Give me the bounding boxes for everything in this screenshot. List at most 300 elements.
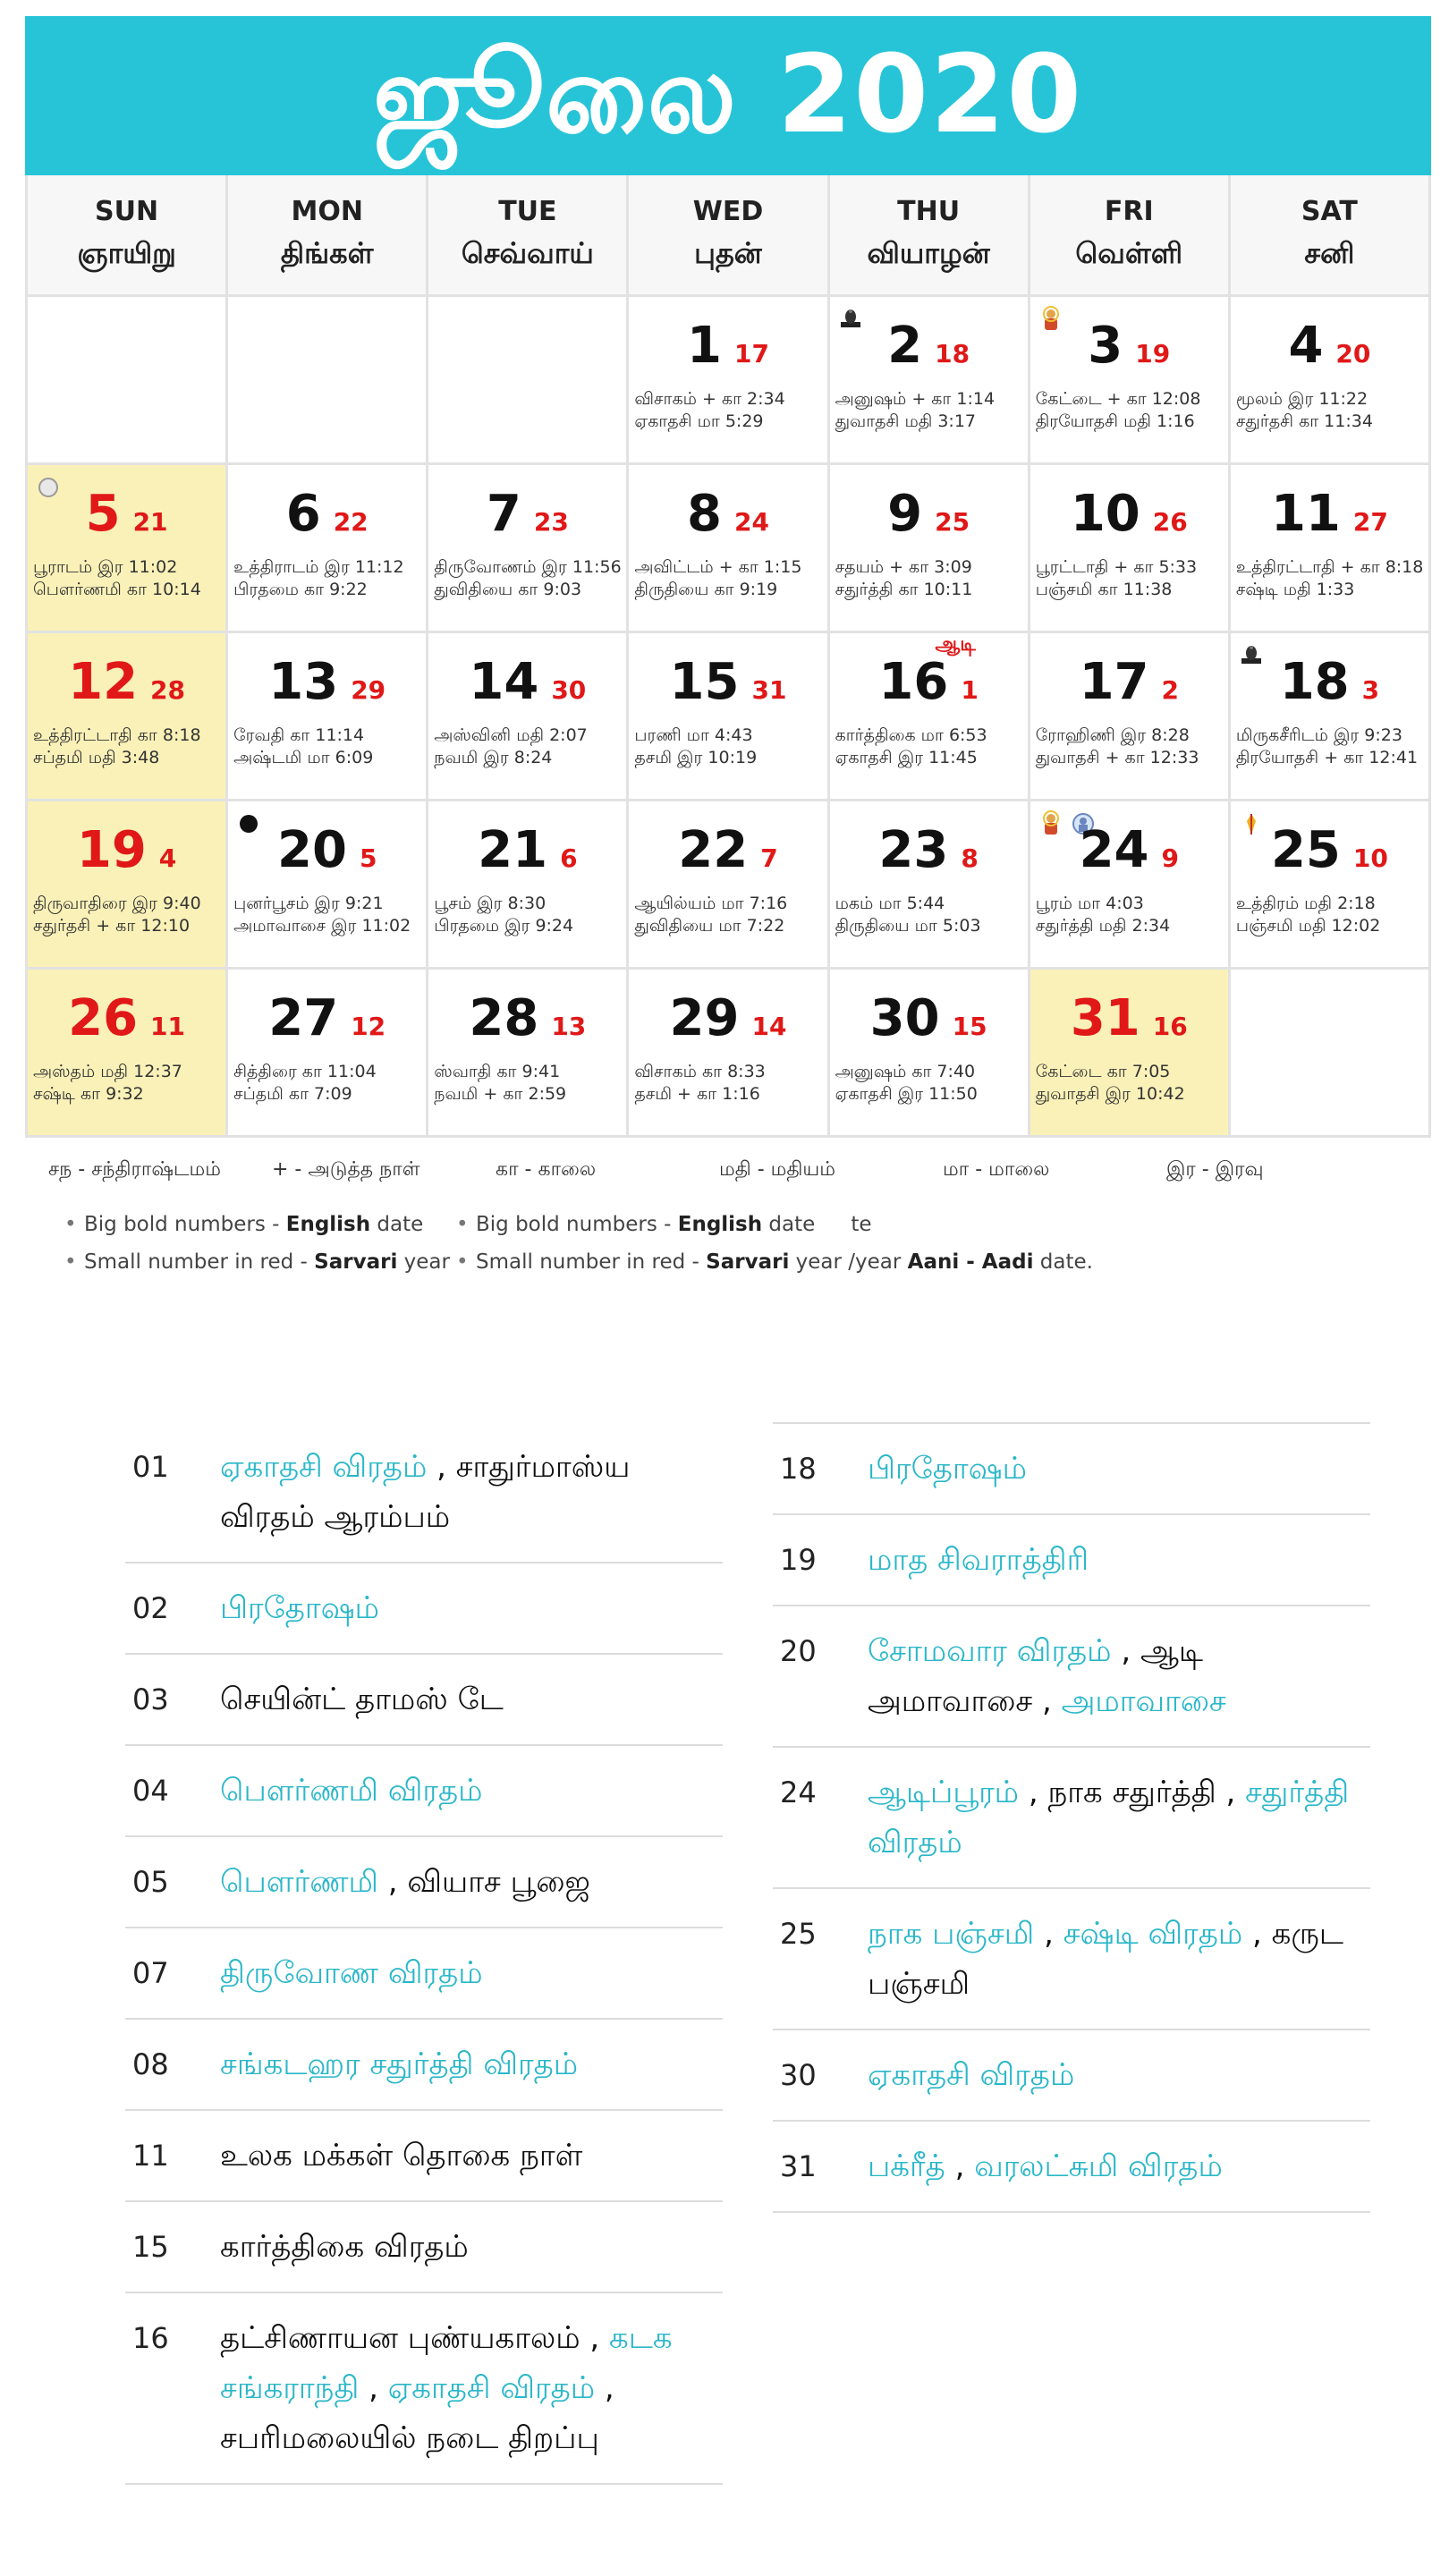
event-row (773, 2030, 1370, 2122)
weekday-header (28, 175, 228, 297)
note-text: year (397, 1250, 450, 1274)
event-text (220, 1857, 723, 1907)
tithi-line: துவாதசி + கா 12:33 (1035, 748, 1199, 767)
event-row (773, 1889, 1370, 2030)
note-text: Big bold numbers - (476, 1213, 678, 1236)
sarvari-date: 12 (351, 1012, 386, 1041)
note-text: date. (1033, 1250, 1093, 1274)
sarvari-date: 18 (935, 339, 970, 369)
nakshatra-line: பரணி மா 4:43 (634, 725, 753, 745)
note-item (456, 1206, 1093, 1243)
date-number (1231, 485, 1428, 543)
english-date: 20 (277, 821, 347, 879)
tithi-line: சதுர்தசி + கா 12:10 (33, 916, 191, 936)
event-row (125, 2020, 723, 2111)
sarvari-date: 5 (359, 843, 377, 873)
nakshatra-line: திருவாதிரை இர 9:40 (33, 894, 201, 913)
empty-cell (28, 297, 228, 465)
sarvari-date: 25 (935, 507, 970, 537)
event-link[interactable]: ஏகாதசி விரதம் (220, 1449, 428, 1485)
sarvari-date: 30 (551, 675, 587, 705)
note-bold: Sarvari (706, 1250, 790, 1274)
tithi-line: பஞ்சமி கா 11:38 (1035, 580, 1173, 599)
english-date: 9 (887, 485, 923, 543)
calendar-grid (25, 175, 1431, 1138)
event-date: 30 (780, 2058, 817, 2092)
panchang-info (434, 893, 623, 937)
event-text (220, 2131, 723, 2181)
event-row (773, 1748, 1370, 1889)
nakshatra-line: புனர்பூசம் இர 9:21 (233, 894, 384, 913)
event-date: 08 (132, 2047, 169, 2081)
english-date: 7 (486, 485, 521, 543)
day-cell[interactable] (629, 633, 829, 801)
sarvari-date: 2 (1161, 675, 1179, 705)
panchang-info (634, 1061, 823, 1106)
sarvari-date: 16 (1152, 1012, 1188, 1041)
legend-item: மா - மாலை (943, 1158, 1050, 1181)
event-label: , வியாச பூஜை (377, 1864, 590, 1900)
notes-list-overlap (456, 1206, 1093, 1281)
panchang-info (1036, 724, 1224, 769)
tithi-line: துவாதசி இர 10:42 (1035, 1084, 1185, 1104)
nakshatra-line: விசாகம் கா 8:33 (634, 1062, 766, 1081)
panchang-info (33, 1061, 222, 1106)
panchang-info (1036, 893, 1224, 937)
sarvari-date: 17 (733, 339, 769, 369)
tithi-line: திரயோதசி + கா 12:41 (1235, 748, 1419, 767)
date-number (629, 653, 826, 711)
weekday-ta: ஞாயிறு (77, 236, 176, 270)
english-date: 26 (68, 989, 139, 1047)
day-cell[interactable] (228, 633, 428, 801)
english-date: 24 (1079, 821, 1149, 879)
nakshatra-line: அவிட்டம் + கா 1:15 (634, 557, 802, 577)
event-link[interactable]: திருவோண விரதம் (220, 1955, 483, 1991)
panchang-info (835, 1061, 1024, 1106)
legend-item: + - அடுத்த நாள் (272, 1158, 420, 1181)
tithi-line: பஞ்சமி மதி 12:02 (1235, 916, 1381, 936)
nakshatra-line: ரோஹிணி இர 8:28 (1035, 725, 1190, 745)
event-text (220, 1583, 723, 1633)
note-text: date (370, 1213, 424, 1236)
sarvari-date: 29 (351, 675, 386, 705)
empty-cell (1231, 970, 1431, 1138)
tithi-line: நவமி இர 8:24 (434, 748, 553, 767)
event-date: 16 (132, 2321, 169, 2355)
tithi-line: திரயோதசி மதி 1:16 (1035, 411, 1195, 431)
event-text (868, 1767, 1370, 1868)
event-row (773, 2122, 1370, 2213)
day-cell[interactable] (28, 801, 228, 970)
date-number (228, 821, 426, 879)
event-link[interactable]: வரலட்சுமி விரதம் (974, 2148, 1223, 2184)
event-link[interactable]: பிரதோஷம் (868, 1451, 1028, 1487)
event-date: 15 (132, 2230, 169, 2264)
date-number (428, 653, 626, 711)
day-cell[interactable] (1030, 633, 1231, 801)
day-cell[interactable] (28, 465, 228, 633)
day-cell[interactable] (629, 465, 829, 633)
event-link[interactable]: ஏகாதசி விரதம் (868, 2057, 1075, 2093)
panchang-info (434, 1061, 623, 1106)
event-link[interactable]: பக்ரீத் (868, 2148, 945, 2184)
legend-item: மதி - மதியம் (719, 1158, 835, 1181)
english-date: 30 (869, 989, 940, 1047)
tithi-line: திருதியை கா 9:19 (634, 580, 778, 599)
weekday-en: MON (291, 196, 363, 227)
date-number (228, 485, 426, 543)
event-date: 02 (132, 1591, 169, 1625)
weekday-en: SAT (1301, 196, 1358, 227)
nakshatra-line: திருவோணம் இர 11:56 (434, 557, 622, 577)
event-row (125, 1563, 723, 1655)
date-number (1030, 317, 1228, 375)
tithi-line: சதுர்தசி கா 11:34 (1235, 411, 1373, 431)
sarvari-date: 23 (533, 507, 569, 537)
day-cell[interactable] (228, 465, 428, 633)
nakshatra-line: கேட்டை கா 7:05 (1035, 1062, 1171, 1081)
tithi-line: சப்தமி மதி 3:48 (33, 748, 160, 767)
date-number (1231, 653, 1428, 711)
sarvari-date: 21 (132, 507, 168, 537)
note-text: date (762, 1213, 816, 1236)
sarvari-date: 7 (760, 843, 778, 873)
event-text (220, 1442, 723, 1542)
weekday-ta: திங்கள் (280, 236, 374, 270)
note-item (64, 1243, 450, 1281)
legend-item: கா - காலை (496, 1158, 597, 1181)
abbreviation-legend (48, 1158, 1390, 1183)
panchang-info (634, 388, 823, 433)
day-cell[interactable] (629, 801, 829, 970)
english-date: 4 (1288, 317, 1324, 375)
event-link[interactable]: சதுர்த்தி விரதம் (868, 1775, 1350, 1860)
event-label: , சாதுர்மாஸ்ய விரதம் ஆரம்பம் (220, 1449, 631, 1535)
weekday-header (1231, 175, 1431, 297)
panchang-info (33, 893, 222, 937)
day-cell[interactable] (1030, 970, 1231, 1138)
date-number (1030, 989, 1228, 1047)
event-link[interactable]: பிரதோஷம் (220, 1590, 380, 1626)
nakshatra-line: உத்திரம் மதி 2:18 (1235, 894, 1376, 913)
nakshatra-line: பூராடம் இர 11:02 (33, 557, 178, 577)
event-date: 04 (132, 1774, 169, 1808)
date-number (428, 821, 626, 879)
sarvari-date: 26 (1152, 507, 1188, 537)
nakshatra-line: பூசம் இர 8:30 (434, 894, 547, 913)
panchang-info (233, 893, 422, 937)
date-number (428, 989, 626, 1047)
weekday-ta: புதன் (694, 236, 762, 270)
sarvari-date: 15 (952, 1012, 987, 1041)
day-cell[interactable] (830, 465, 1030, 633)
note-bold: English (285, 1213, 371, 1236)
english-date: 21 (478, 821, 548, 879)
event-row (125, 2202, 723, 2293)
event-row (125, 1655, 723, 1746)
date-number (28, 821, 225, 879)
sarvari-date: 27 (1352, 507, 1388, 537)
date-number (28, 653, 225, 711)
event-text (868, 1626, 1370, 1726)
event-row (125, 1837, 723, 1928)
panchang-info (1236, 388, 1425, 433)
event-row (125, 1746, 723, 1837)
date-number (830, 485, 1028, 543)
sarvari-date: 13 (551, 1012, 587, 1041)
nakshatra-line: அனுஷம் கா 7:40 (835, 1062, 976, 1081)
nakshatra-line: அனுஷம் + கா 1:14 (835, 389, 996, 409)
day-cell[interactable] (830, 801, 1030, 970)
day-cell[interactable] (228, 801, 428, 970)
english-date: 31 (1070, 989, 1140, 1047)
date-number (629, 821, 826, 879)
event-text (220, 2222, 723, 2272)
event-link[interactable]: சஷ்டி விரதம் (1063, 1916, 1243, 1952)
sarvari-date: 1 (961, 675, 979, 705)
date-number (629, 989, 826, 1047)
day-cell[interactable] (228, 970, 428, 1138)
event-date: 03 (132, 1682, 169, 1716)
event-link[interactable]: நாக பஞ்சமி (868, 1916, 1035, 1952)
sarvari-date: 19 (1135, 339, 1171, 369)
nakshatra-line: ஸ்வாதி கா 9:41 (434, 1062, 561, 1081)
day-cell[interactable] (1231, 801, 1431, 970)
date-number (28, 485, 225, 543)
event-row (773, 1422, 1370, 1515)
english-date: 29 (669, 989, 740, 1047)
english-date: 13 (268, 653, 339, 711)
event-label: உலக மக்கள் தொகை நாள் (220, 2138, 583, 2174)
events-list-left (125, 1422, 723, 2485)
day-cell[interactable] (428, 633, 629, 801)
english-date: 12 (68, 653, 139, 711)
english-date: 5 (85, 485, 121, 543)
nakshatra-line: உத்திரட்டாதி + கா 8:18 (1235, 557, 1424, 577)
note-text: /year (848, 1250, 908, 1274)
day-cell[interactable] (28, 633, 228, 801)
event-link[interactable]: பௌர்ணமி (220, 1864, 378, 1900)
note-item (456, 1243, 1093, 1281)
tithi-line: தசமி + கா 1:16 (634, 1084, 760, 1104)
panchang-info (233, 556, 422, 601)
event-text (868, 1909, 1370, 2009)
nakshatra-line: மூலம் இர 11:22 (1235, 389, 1368, 409)
event-row (773, 1515, 1370, 1606)
sarvari-date: 9 (1161, 843, 1179, 873)
weekday-header (1030, 175, 1231, 297)
day-cell[interactable] (428, 970, 629, 1138)
nakshatra-line: மிருகசீரிடம் இர 9:23 (1235, 725, 1402, 745)
day-cell[interactable] (1030, 801, 1231, 970)
tithi-line: துவிதியை மா 7:22 (634, 916, 785, 936)
event-link[interactable]: ஏகாதசி விரதம் (387, 2370, 596, 2406)
event-row (125, 1422, 723, 1563)
event-text (868, 2141, 1370, 2191)
day-cell[interactable] (1231, 633, 1431, 801)
english-date: 10 (1070, 485, 1140, 543)
day-cell[interactable] (428, 801, 629, 970)
weekday-header (228, 175, 428, 297)
tithi-line: சப்தமி கா 7:09 (233, 1084, 352, 1104)
events-list-right (773, 1422, 1370, 2213)
note-text: te (851, 1213, 872, 1236)
english-date: 18 (1279, 653, 1350, 711)
tithi-line: துவிதியை கா 9:03 (434, 580, 582, 599)
tithi-line: பிரதமை இர 9:24 (434, 916, 574, 936)
weekday-en: THU (897, 196, 961, 227)
english-date: 6 (285, 485, 321, 543)
calendar (25, 16, 1431, 1138)
empty-cell (228, 297, 428, 465)
note-bold: English (677, 1213, 763, 1236)
event-link[interactable]: கடக சங்கராந்தி (220, 2320, 673, 2406)
event-label: , சபரிமலையில் நடை திறப்பு (220, 2370, 614, 2456)
english-date: 22 (678, 821, 749, 879)
day-cell[interactable] (830, 633, 1030, 801)
sarvari-date: 24 (733, 507, 769, 537)
event-date: 25 (780, 1917, 817, 1951)
english-date: 17 (1079, 653, 1149, 711)
sarvari-date: 4 (158, 843, 177, 873)
day-cell[interactable] (629, 970, 829, 1138)
event-text (220, 2313, 723, 2463)
nakshatra-line: அஸ்வினி மதி 2:07 (434, 725, 588, 745)
note-bold: Sarvari (314, 1250, 398, 1274)
weekday-header (830, 175, 1030, 297)
notes-list (64, 1206, 450, 1281)
event-date: 01 (132, 1450, 169, 1484)
legend-item: சந - சந்திராஷ்டமம் (48, 1158, 221, 1181)
english-date: 16 (878, 653, 949, 711)
tithi-line: ஏகாதசி மா 5:29 (634, 411, 764, 431)
tithi-line: சஷ்டி கா 9:32 (33, 1084, 144, 1104)
event-label: தட்சிணாயன புண்யகாலம் , (220, 2320, 610, 2356)
tithi-line: சதுர்த்தி கா 10:11 (835, 580, 973, 599)
event-date: 18 (780, 1452, 817, 1486)
panchang-info (33, 556, 222, 601)
tithi-line: பௌர்ணமி கா 10:14 (33, 580, 201, 599)
english-date: 1 (687, 317, 722, 375)
english-date: 25 (1270, 821, 1341, 879)
day-cell[interactable] (1231, 465, 1431, 633)
date-number (830, 989, 1028, 1047)
weekday-en: TUE (498, 196, 557, 227)
note-bold: Aani - Aadi (907, 1250, 1034, 1274)
note-text: Small number in red - (84, 1250, 315, 1274)
english-date: 28 (469, 989, 539, 1047)
day-cell[interactable] (1030, 297, 1231, 465)
tithi-line: சஷ்டி மதி 1:33 (1235, 580, 1355, 599)
day-cell[interactable] (28, 970, 228, 1138)
english-date: 8 (687, 485, 722, 543)
event-link[interactable]: சங்கடஹர சதுர்த்தி விரதம் (220, 2046, 579, 2082)
day-cell[interactable] (830, 297, 1030, 465)
tithi-line: துவாதசி மதி 3:17 (835, 411, 977, 431)
sarvari-date: 14 (751, 1012, 787, 1041)
date-number (629, 317, 826, 375)
panchang-info (1236, 893, 1425, 937)
date-number (830, 317, 1028, 375)
day-cell[interactable] (830, 970, 1030, 1138)
nakshatra-line: சதயம் + கா 3:09 (835, 557, 972, 577)
nakshatra-line: அஸ்தம் மதி 12:37 (33, 1062, 182, 1081)
tithi-line: பிரதமை கா 9:22 (233, 580, 368, 599)
event-date: 19 (780, 1543, 817, 1577)
note-item (64, 1206, 450, 1243)
date-number (1030, 485, 1228, 543)
english-date: 3 (1088, 317, 1123, 375)
note-text: Big bold numbers - (84, 1213, 286, 1236)
event-row (125, 2293, 723, 2485)
event-date: 07 (132, 1956, 169, 1990)
event-link[interactable]: சோமவார விரதம் (868, 1633, 1112, 1669)
note-text: year (789, 1250, 849, 1274)
event-date: 24 (780, 1775, 817, 1809)
day-cell[interactable] (1231, 297, 1431, 465)
event-text (220, 1674, 723, 1724)
day-cell[interactable] (629, 297, 829, 465)
tithi-line: ஏகாதசி இர 11:50 (835, 1084, 978, 1104)
event-label: , கருட பஞ்சமி (868, 1916, 1343, 2002)
sarvari-date: 10 (1352, 843, 1388, 873)
date-number (830, 821, 1028, 879)
weekday-header (428, 175, 629, 297)
panchang-info (1036, 1061, 1224, 1106)
english-date: 14 (469, 653, 539, 711)
date-number (1030, 653, 1228, 711)
event-text (868, 1444, 1370, 1494)
panchang-info (1036, 556, 1224, 601)
date-number (1231, 317, 1428, 375)
panchang-info (835, 556, 1024, 601)
event-link[interactable]: பௌர்ணமி விரதம் (220, 1773, 483, 1809)
nakshatra-line: பூரட்டாதி + கா 5:33 (1035, 557, 1198, 577)
date-number (28, 989, 225, 1047)
tithi-line: ஏகாதசி இர 11:45 (835, 748, 978, 767)
english-date: 23 (878, 821, 949, 879)
day-cell[interactable] (1030, 465, 1231, 633)
panchang-info (634, 724, 823, 769)
panchang-info (835, 724, 1024, 769)
day-cell[interactable] (428, 465, 629, 633)
event-text (220, 2039, 723, 2089)
event-date: 05 (132, 1865, 169, 1899)
event-label: , (359, 2370, 388, 2406)
date-number (228, 653, 426, 711)
event-link[interactable]: மாத சிவராத்திரி (868, 1542, 1089, 1578)
panchang-info (1036, 388, 1224, 433)
sarvari-date: 31 (751, 675, 787, 705)
event-link[interactable]: அமாவாசை (1061, 1683, 1226, 1719)
weekday-ta: வியாழன் (867, 236, 990, 270)
nakshatra-line: ரேவதி கா 11:14 (233, 725, 365, 745)
event-row (125, 1928, 723, 2020)
panchang-info (835, 893, 1024, 937)
event-link[interactable]: ஆடிப்பூரம் (868, 1775, 1020, 1810)
event-text (220, 1948, 723, 1998)
date-number (1030, 821, 1228, 879)
nakshatra-line: உத்திரட்டாதி கா 8:18 (33, 725, 201, 745)
english-date: 19 (76, 821, 147, 879)
panchang-info (835, 388, 1024, 433)
panchang-info (434, 724, 623, 769)
sarvari-date: 28 (150, 675, 186, 705)
legend-item: இர - இரவு (1166, 1158, 1264, 1181)
panchang-info (634, 893, 823, 937)
english-date: 2 (887, 317, 923, 375)
